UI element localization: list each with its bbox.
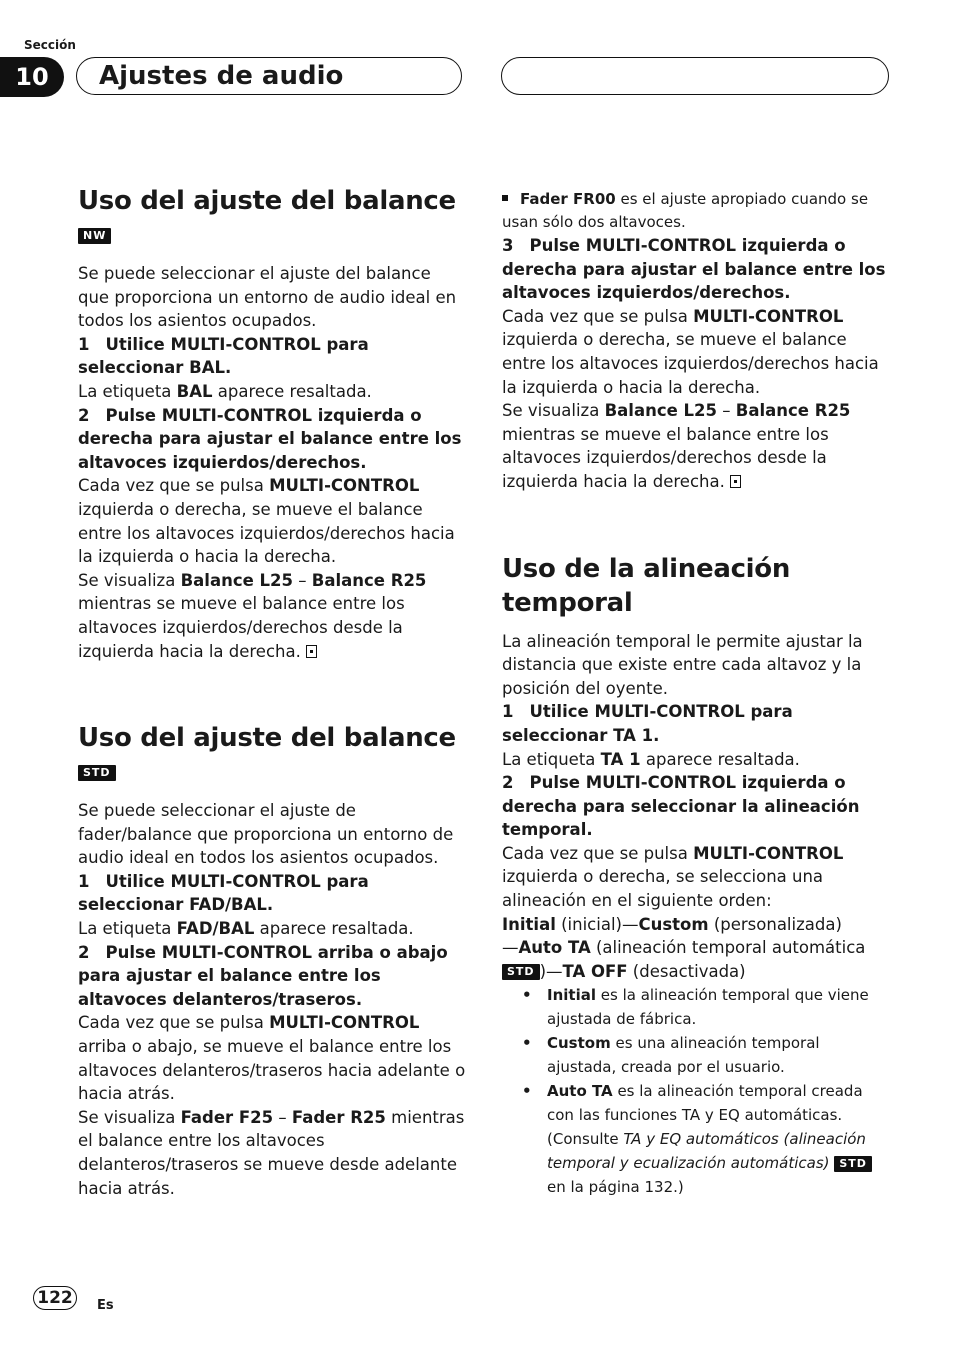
step-desc: Cada vez que se pulsa MULTI-CONTROL izquierda o derecha, se mueve el balance entre los altavoces izquierdos/derechos hacia la izquierda o hacia la derecha.: [502, 306, 879, 397]
heading-time-alignment: Uso de la alineación temporal: [502, 553, 791, 618]
step-desc: Cada vez que se pulsa MULTI-CONTROL izquierda o derecha, se selecciona una alineación en el siguiente orden:: [502, 843, 844, 911]
step-text: Pulse MULTI-CONTROL arriba o abajo para ajustar el balance entre los altavoces delanteros/traseros.: [78, 942, 448, 1009]
square-bullet-icon: [502, 195, 508, 201]
step-text: Pulse MULTI-CONTROL izquierda o derecha para ajustar el balance entre los altavoces izquierdos/derechos.: [502, 236, 886, 303]
step-1: [78, 333, 466, 380]
heading-balance-std: [78, 721, 466, 789]
step-text: Utilice MULTI-CONTROL para seleccionar BAL.: [78, 334, 369, 378]
step-2: [78, 404, 466, 475]
page-number: 122: [33, 1286, 77, 1310]
step-desc: Se visualiza Balance L25 – Balance R25 mientras se mueve el balance entre los altavoces izquierdos/derechos desde la izquierda hacia la derecha.: [502, 401, 851, 491]
right-column: [502, 188, 890, 1199]
heading-text: Uso del ajuste del balance: [78, 723, 456, 754]
nw-badge: NW: [78, 228, 111, 244]
section-number: 10: [0, 57, 64, 97]
step-1: [78, 870, 466, 917]
list-item: • Initial es la alineación temporal que viene ajustada de fábrica.: [522, 986, 869, 1029]
step-text: Pulse MULTI-CONTROL izquierda o derecha para ajustar el balance entre los altavoces izquierdos/derechos.: [78, 405, 462, 472]
std-badge: STD: [834, 1156, 872, 1172]
step-text: Utilice MULTI-CONTROL para seleccionar TA 1.: [502, 702, 793, 745]
step-number: 2: [78, 942, 90, 962]
language-label: Es: [97, 1298, 114, 1313]
list-item: • Auto TA es la alineación temporal creada con las funciones TA y EQ automáticas. (Consulte TA y EQ automáticos (alineación temporal y ecualización automáticas) STD en la página 132.): [502, 1079, 890, 1199]
intro-text: La alineación temporal le permite ajustar la distancia que existe entre cada altavoz y la posición del oyente.: [502, 631, 863, 698]
step-number: 3: [502, 236, 514, 255]
section-title: Ajustes de audio: [76, 57, 462, 95]
step-desc: Se visualiza Balance L25 – Balance R25 mientras se mueve el balance entre los altavoces izquierdos/derechos desde la izquierda hacia la derecha.: [78, 570, 427, 661]
heading-text: Uso del ajuste del balance: [78, 186, 456, 216]
step-2: [502, 771, 890, 842]
alignment-order: Initial (inicial)—Custom (personalizada) —Auto TA (alineación temporal automática STD )—TA OFF (desactivada): [502, 914, 866, 981]
step-2: [78, 941, 466, 1012]
std-badge: STD: [78, 765, 116, 781]
step-number: 1: [78, 871, 90, 891]
intro-text: Se puede seleccionar el ajuste del balance que proporciona un entorno de audio ideal en todos los asientos ocupados.: [78, 264, 457, 331]
step-desc: La etiqueta FAD/BAL aparece resaltada.: [78, 919, 414, 939]
step-1: [502, 700, 890, 747]
fader-note: Fader FR00 es el ajuste apropiado cuando se usan sólo dos altavoces.: [502, 190, 869, 231]
step-3: [502, 234, 890, 305]
std-badge: STD: [502, 964, 540, 980]
list-item: • Custom es una alineación temporal ajustada, creada por el usuario.: [522, 1034, 820, 1077]
end-mark-icon: [306, 645, 317, 658]
section-caption: Sección: [24, 38, 76, 52]
step-desc: La etiqueta BAL aparece resaltada.: [78, 381, 372, 401]
step-text: Pulse MULTI-CONTROL izquierda o derecha para seleccionar la alineación temporal.: [502, 773, 860, 840]
header-blank-box: [501, 57, 889, 95]
step-number: 2: [78, 405, 90, 425]
alignment-bullets: [502, 983, 890, 1199]
step-number: 1: [78, 334, 90, 354]
step-desc: Se visualiza Fader F25 – Fader R25 mientras el balance entre los altavoces delanteros/traseros se mueve desde adelante hacia atrás.: [78, 1107, 465, 1198]
step-number: 2: [502, 773, 514, 793]
end-mark-icon: [730, 475, 741, 488]
step-number: 1: [502, 702, 514, 722]
step-desc: Cada vez que se pulsa MULTI-CONTROL izquierda o derecha, se mueve el balance entre los altavoces izquierdos/derechos hacia la izquierda o hacia la derecha.: [78, 476, 455, 567]
intro-text: Se puede seleccionar el ajuste de fader/balance que proporciona un entorno de audio ideal en todos los asientos ocupados.: [78, 801, 454, 868]
left-column: [78, 184, 466, 1200]
step-desc: La etiqueta TA 1 aparece resaltada.: [502, 749, 800, 769]
step-text: Utilice MULTI-CONTROL para seleccionar FAD/BAL.: [78, 871, 369, 915]
step-desc: Cada vez que se pulsa MULTI-CONTROL arriba o abajo, se mueve el balance entre los altavoces delanteros/traseros hacia adelante o hacia atrás.: [78, 1013, 466, 1104]
heading-balance-nw: [78, 184, 466, 252]
